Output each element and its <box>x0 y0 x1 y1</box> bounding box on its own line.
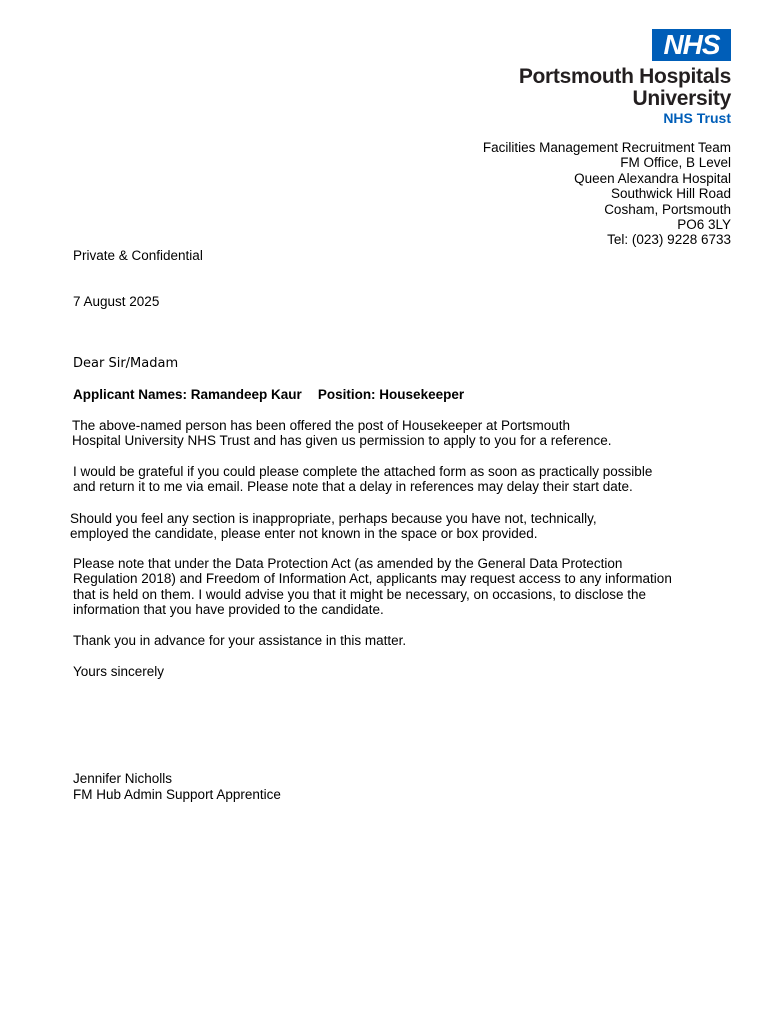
paragraph-line: I would be grateful if you could please complete the attached form as soon as practically possible <box>73 464 653 479</box>
paragraph-line: employed the candidate, please enter not known in the space or box provided. <box>70 526 538 542</box>
address-line: FM Office, B Level <box>620 155 731 171</box>
paragraph-line: Regulation 2018) and Freedom of Information Act, applicants may request access to any information <box>73 571 672 587</box>
paragraph-offer <box>72 418 612 449</box>
nhs-badge: NHS <box>652 29 731 61</box>
logo-org-trust: NHS Trust <box>663 110 731 126</box>
nhs-trust-logo <box>501 29 731 127</box>
paragraph-request <box>73 464 652 495</box>
logo-org-name-line1: Portsmouth Hospitals <box>518 65 731 88</box>
sender-address <box>483 140 731 248</box>
closing: Yours sincerely <box>73 664 165 679</box>
paragraph-data-protection <box>73 556 672 618</box>
logo-org-name-line2: University <box>632 87 731 110</box>
paragraph-line: that is held on them. I would advise you that it might be necessary, on occasions, to disclose the <box>73 586 647 602</box>
address-line: Queen Alexandra Hospital <box>574 170 731 186</box>
paragraph-inappropriate <box>70 511 597 542</box>
paragraph-line: The above-named person has been offered the post of Housekeeper at Portsmouth <box>72 418 571 433</box>
paragraph-line: Hospital University NHS Trust and has given us permission to apply to you for a reference. <box>72 433 612 449</box>
salutation: Dear Sir/Madam <box>73 356 179 371</box>
paragraph-line: information that you have provided to the candidate. <box>73 602 384 618</box>
address-line: PO6 3LY <box>677 217 731 233</box>
confidential-label: Private & Confidential <box>73 248 203 263</box>
paragraph-line: Should you feel any section is inappropriate, perhaps because you have not, technically, <box>70 511 597 526</box>
address-line: Cosham, Portsmouth <box>604 201 731 217</box>
applicant-name: Applicant Names: Ramandeep Kaur <box>73 387 302 402</box>
address-line: Southwick Hill Road <box>610 186 731 202</box>
paragraph-line: and return it to me via email. Please note that a delay in references may delay their start date. <box>73 479 633 495</box>
signatory-name: Jennifer Nicholls <box>73 771 173 786</box>
letter-date: 7 August 2025 <box>73 294 160 309</box>
paragraph-line: Please note that under the Data Protection Act (as amended by the General Data Protection <box>73 556 623 571</box>
reference-heading <box>73 387 464 402</box>
thanks-line: Thank you in advance for your assistance in this matter. <box>73 633 407 648</box>
address-phone: Tel: (023) 9228 6733 <box>607 232 731 248</box>
position-title: Position: Housekeeper <box>317 387 465 402</box>
address-line: Facilities Management Recruitment Team <box>482 140 731 155</box>
signatory-title: FM Hub Admin Support Apprentice <box>73 787 281 802</box>
